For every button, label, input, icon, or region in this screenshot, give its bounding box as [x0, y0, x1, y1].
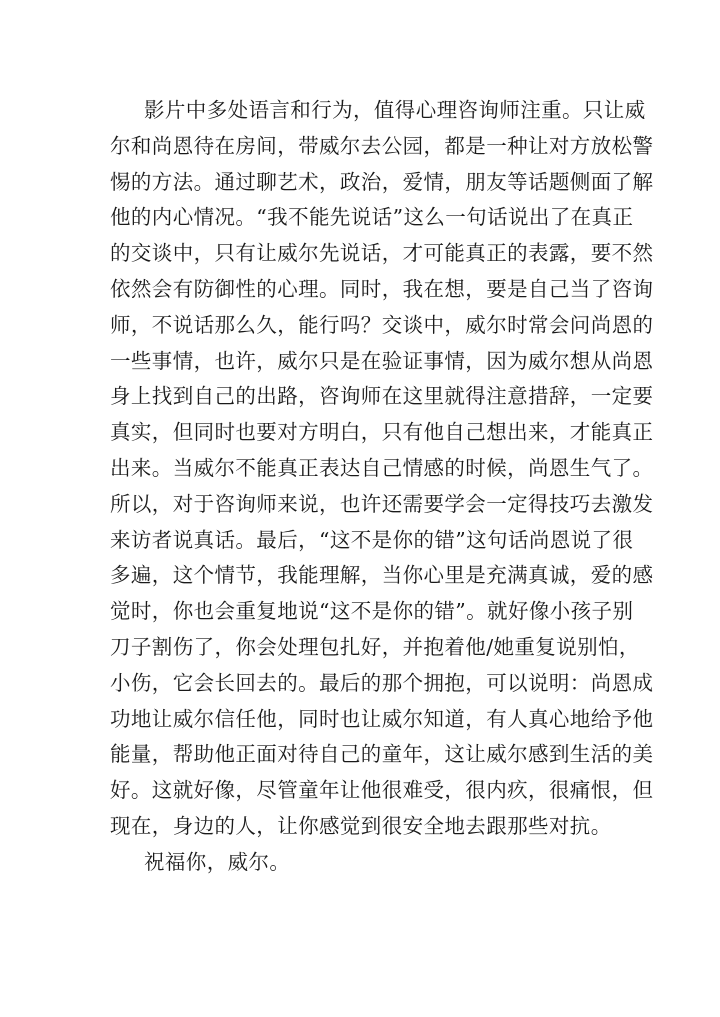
- text-line: 来访者说真话。最后，“这不是你的错”这句话尚恩说了很: [110, 527, 634, 552]
- body-text: [110, 93, 654, 881]
- text-line: 真实，但同时也要对方明白，只有他自己想出来，才能真正: [110, 420, 654, 445]
- text-line: 能量，帮助他正面对待自己的童年，这让威尔感到生活的美: [110, 742, 654, 767]
- text-line: 师，不说话那么久，能行吗？交谈中，威尔时常会问尚恩的: [110, 312, 654, 337]
- text-line: 觉时，你也会重复地说“这不是你的错”。就好像小孩子别: [110, 599, 634, 624]
- text-line: 尔和尚恩待在房间，带威尔去公园，都是一种让对方放松警: [110, 133, 654, 158]
- text-line: 好。这就好像，尽管童年让他很难受，很内疚，很痛恨，但: [110, 778, 654, 803]
- text-line: 身上找到自己的出路，咨询师在这里就得注意措辞，一定要: [110, 384, 654, 409]
- text-line: 刀子割伤了，你会处理包扎好，并抱着他/她重复说别怕，: [110, 634, 640, 659]
- text-line: 小伤，它会长回去的。最后的那个拥抱，可以说明：尚恩成: [110, 670, 654, 695]
- text-line: 一些事情，也许，威尔只是在验证事情，因为威尔想从尚恩: [110, 348, 654, 373]
- closing-line: 祝福你，威尔。: [144, 849, 291, 874]
- text-line: 出来。当威尔不能真正表达自己情感的时候，尚恩生气了。: [110, 455, 654, 480]
- text-line: 多遍，这个情节，我能理解，当你心里是充满真诚，爱的感: [110, 563, 654, 588]
- text-line: 惕的方法。通过聊艺术，政治，爱情，朋友等话题侧面了解: [110, 169, 654, 194]
- text-line: 功地让威尔信任他，同时也让威尔知道，有人真心地给予他: [110, 706, 654, 731]
- text-line: 的交谈中，只有让威尔先说话，才可能真正的表露，要不然: [110, 241, 654, 266]
- text-line: 所以，对于咨询师来说，也许还需要学会一定得技巧去激发: [110, 491, 654, 516]
- text-line: 他的内心情况。“我不能先说话”这么一句话说出了在真正: [110, 205, 634, 230]
- text-line: 现在，身边的人，让你感觉到很安全地去跟那些对抗。: [110, 813, 612, 838]
- text-line: 影片中多处语言和行为，值得心理咨询师注重。只让威: [144, 98, 646, 122]
- text-line: 依然会有防御性的心理。同时，我在想，要是自己当了咨询: [110, 276, 654, 301]
